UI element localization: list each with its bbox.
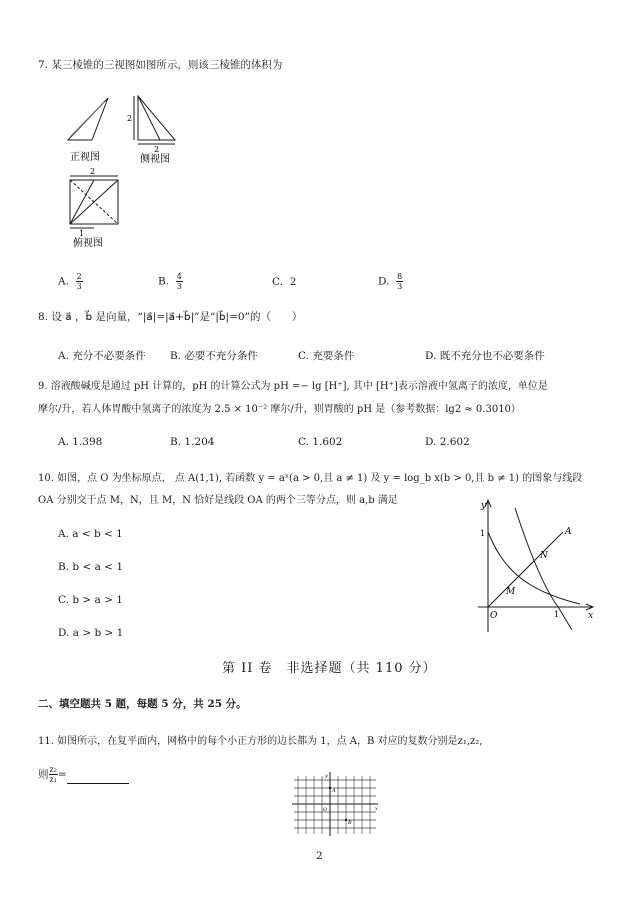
graph-one-x: 1 <box>554 610 560 619</box>
q11-point-a: A <box>332 788 336 794</box>
q8-option-b: B. 必要不充分条件 <box>170 350 258 362</box>
graph-y-label: y <box>481 501 487 511</box>
q11-answer-blank[interactable] <box>67 773 129 784</box>
front-view <box>68 98 108 140</box>
q9-option-b: B. 1.204 <box>170 436 215 448</box>
q10-function-graph <box>470 494 600 634</box>
q11-y-label: y <box>325 773 328 779</box>
q11-complex-plane-grid <box>290 770 380 840</box>
graph-point-a: A <box>565 527 572 537</box>
graph-one-y: 1 <box>480 529 486 538</box>
q7-option-c: C. 2 <box>272 276 297 288</box>
q10-line2: OA 分别交于点 M，N，且 M，N 恰好是线段 OA 的两个三等分点，则 a,b 满足 <box>38 495 398 506</box>
q10-option-b: B. b < a < 1 <box>58 561 123 573</box>
q8-option-d: D. 既不充分也不必要条件 <box>425 350 545 362</box>
q7-stem: 7. 某三棱锥的三视图如图所示，则该三棱锥的体积为 <box>38 59 283 71</box>
side-view-label: 侧视图 <box>140 154 170 165</box>
section-heading: 二、填空题共 5 题，每题 5 分，共 25 分。 <box>38 698 247 710</box>
graph-point-n: N <box>540 551 548 561</box>
q10-option-a: A. a < b < 1 <box>58 528 123 540</box>
top-dim-2: 2 <box>90 167 96 176</box>
q8-option-a: A. 充分不必要条件 <box>58 350 146 362</box>
q7-option-a: A. $\frac{2}{3}$ <box>58 272 82 291</box>
top-view-label: 俯视图 <box>73 238 103 249</box>
q11-origin-label: O <box>323 807 328 813</box>
q7-option-b: B. $\frac{4}{3}$ <box>158 272 182 291</box>
graph-x-label: x <box>588 611 594 621</box>
q9-option-c: C. 1.602 <box>298 436 343 448</box>
section-title: 第 II 卷 非选择题（共 110 分） <box>222 661 437 676</box>
front-view-label: 正视图 <box>70 152 100 163</box>
q8-stem: 8. 设 a⃗ ，b⃗ 是向量，“|a⃗|=|a⃗+b⃗|”是“|b⃗|=0”的（ ） <box>38 311 303 323</box>
top-dim-1: 1 <box>79 229 85 238</box>
q10-line1: 10. 如图，点 O 为坐标原点， 点 A(1,1), 若函数 y = aˣ(a > 0,且 a ≠ 1) 及 y = log_b x(b > 0,且 b ≠ 1) 的图象与线段 <box>38 473 583 484</box>
graph-point-m: M <box>506 587 516 597</box>
q9-line1: 9. 溶液酸碱度是通过 pH 计算的，pH 的计算公式为 pH =− lg [H⁺], 其中 [H⁺]表示溶液中氢离子的浓度，单位是 <box>38 381 548 392</box>
q10-option-d: D. a > b > 1 <box>58 627 124 639</box>
page-number: 2 <box>316 850 323 862</box>
side-dim-2-bottom: 2 <box>154 145 160 154</box>
q7-option-d: D. $\frac{8}{3}$ <box>378 272 403 291</box>
log-curve <box>515 508 572 630</box>
q10-option-c: C. b > a > 1 <box>58 594 123 606</box>
q7-three-view-figure <box>60 88 200 263</box>
q11-x-label: x <box>375 806 378 812</box>
top-view <box>70 176 118 228</box>
q9-option-d: D. 2.602 <box>425 436 470 448</box>
q9-option-a: A. 1.398 <box>58 436 103 448</box>
q11-answer-line: 则 $\frac{\text{z₂}}{\text{z₁}}$ = <box>38 765 129 784</box>
q11-stem: 11. 如图所示，在复平面内，网格中的每个小正方形的边长都为 1，点 A，B 对应的复数分别是z₁,z₂, <box>38 736 483 747</box>
q8-option-c: C. 充要条件 <box>298 350 355 362</box>
graph-origin-label: O <box>490 611 498 621</box>
side-view <box>134 96 175 144</box>
side-dim-2: 2 <box>127 114 133 123</box>
q9-line2: 摩尔/升，若人体胃酸中氢离子的浓度为 2.5 × 10⁻² 摩尔/升，则胃酸的 pH 是（参考数据：lg2 ≈ 0.3010） <box>38 404 521 415</box>
q11-point-b: B <box>348 820 352 826</box>
